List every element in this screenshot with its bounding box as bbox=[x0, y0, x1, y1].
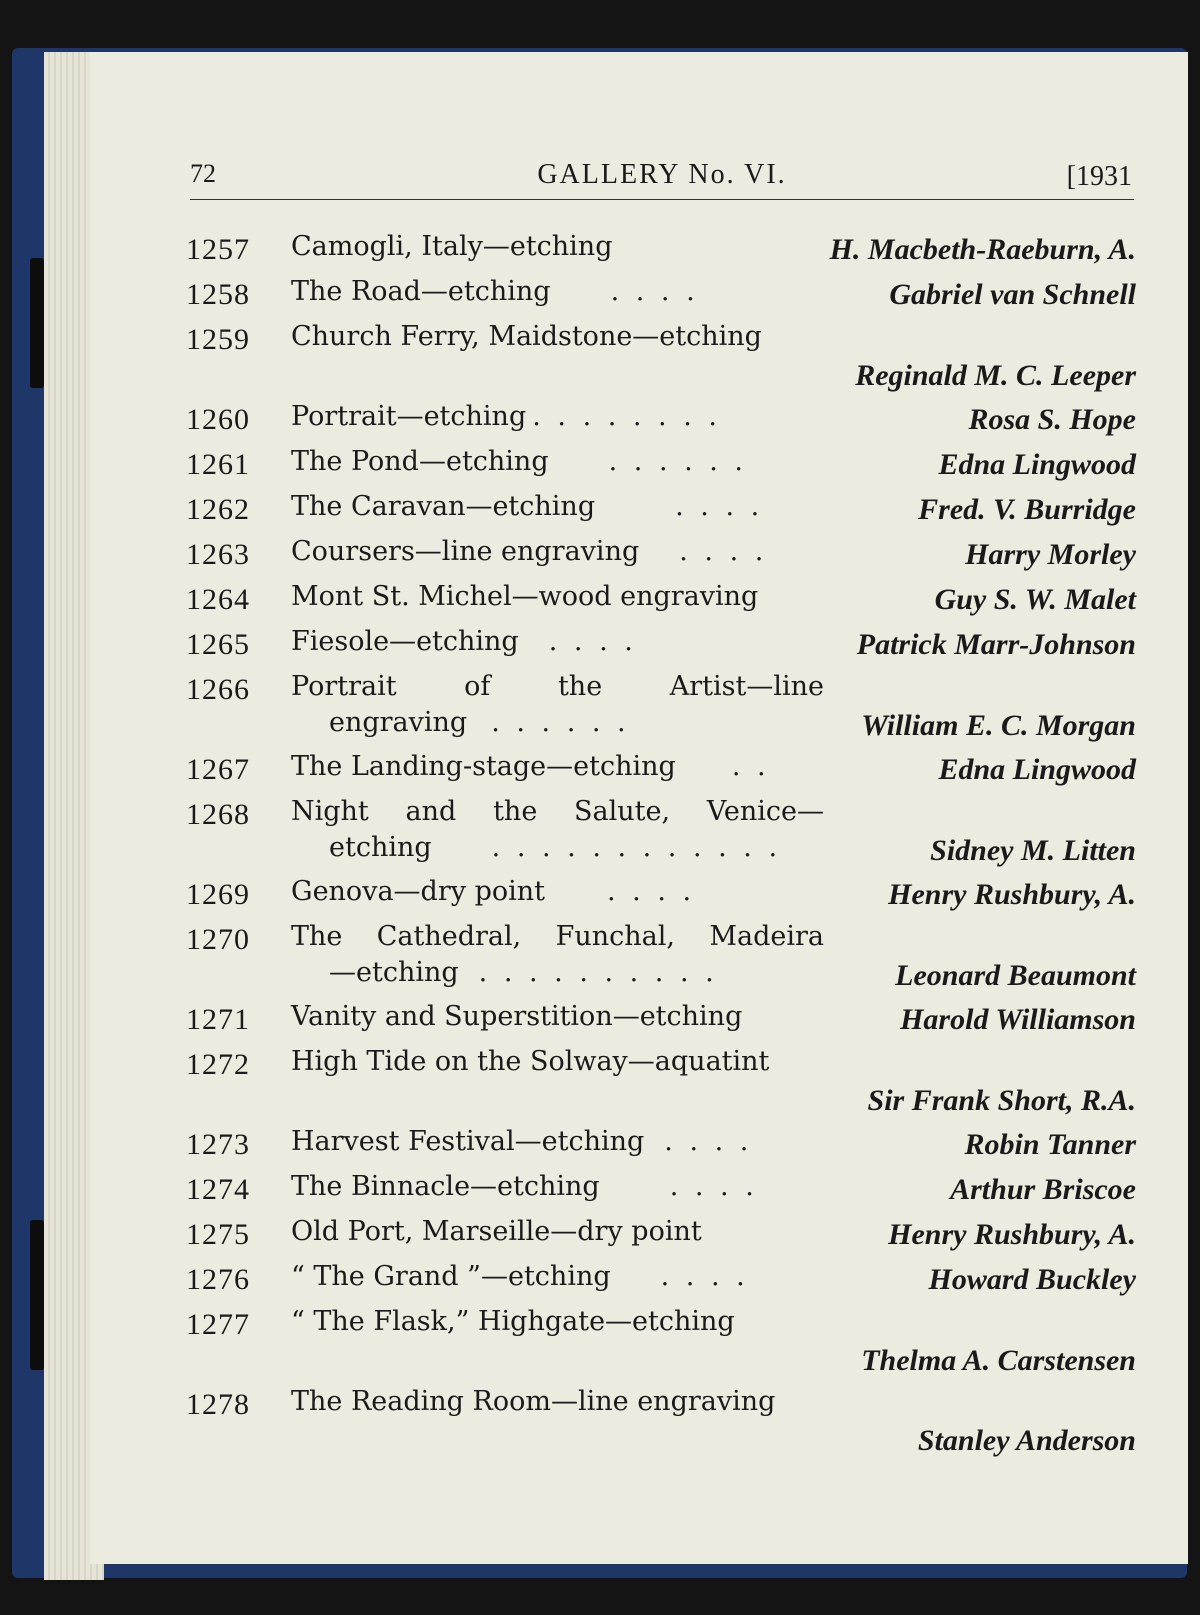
entry-1271 bbox=[186, 997, 1136, 1042]
entry-number: 1262 bbox=[186, 493, 250, 526]
entry-1257 bbox=[186, 227, 1136, 272]
entry-1269 bbox=[186, 872, 1136, 917]
entry-artist: Arthur Briscoe bbox=[950, 1173, 1136, 1206]
entry-artist: Edna Lingwood bbox=[938, 753, 1136, 786]
entry-title: The Landing-stage—etching . . bbox=[291, 751, 770, 782]
entry-number: 1275 bbox=[186, 1218, 250, 1251]
entry-artist: Harold Williamson bbox=[900, 1003, 1136, 1036]
entry-1266 bbox=[186, 667, 1136, 747]
entry-artist: Stanley Anderson bbox=[917, 1424, 1136, 1457]
entry-number: 1261 bbox=[186, 448, 250, 481]
entry-number: 1273 bbox=[186, 1128, 250, 1161]
entry-artist: Sir Frank Short, R.A. bbox=[867, 1084, 1136, 1117]
entry-1262 bbox=[186, 487, 1136, 532]
entry-title-continued: —etching . . . . . . . . . . bbox=[329, 957, 718, 988]
entry-number: 1266 bbox=[186, 673, 250, 706]
entry-title: Harvest Festival—etching . . . . bbox=[291, 1126, 753, 1157]
entry-artist: Robin Tanner bbox=[964, 1128, 1136, 1161]
entry-title: Portrait—etching . . . . . . . . bbox=[291, 401, 721, 432]
entry-number: 1272 bbox=[186, 1048, 250, 1081]
entry-artist: Fred. V. Burridge bbox=[918, 493, 1136, 526]
entry-title: High Tide on the Solway—aquatint bbox=[291, 1046, 770, 1077]
entry-artist: Edna Lingwood bbox=[938, 448, 1136, 481]
year: [1931 bbox=[1066, 161, 1132, 192]
entry-1274 bbox=[186, 1167, 1136, 1212]
entry-1268 bbox=[186, 792, 1136, 872]
gallery-title: GALLERY No. VI. bbox=[537, 159, 787, 190]
entry-artist: Thelma A. Carstensen bbox=[861, 1344, 1136, 1377]
catalogue-page bbox=[90, 52, 1188, 1564]
entry-number: 1265 bbox=[186, 628, 250, 661]
entry-artist: William E. C. Morgan bbox=[861, 709, 1136, 742]
entry-artist: Henry Rushbury, A. bbox=[888, 878, 1136, 911]
entry-title: The Caravan—etching . . . . bbox=[291, 491, 764, 522]
entry-1263 bbox=[186, 532, 1136, 577]
entry-artist: Rosa S. Hope bbox=[968, 403, 1136, 436]
entry-1260 bbox=[186, 397, 1136, 442]
entry-artist: Leonard Beaumont bbox=[895, 959, 1136, 992]
entry-number: 1277 bbox=[186, 1308, 250, 1341]
entry-1273 bbox=[186, 1122, 1136, 1167]
entry-title: Vanity and Superstition—etching bbox=[291, 1001, 743, 1032]
entry-title: Church Ferry, Maidstone—etching bbox=[291, 321, 762, 352]
entry-1258 bbox=[186, 272, 1136, 317]
entry-number: 1269 bbox=[186, 878, 250, 911]
entry-number: 1271 bbox=[186, 1003, 250, 1036]
entry-1278 bbox=[186, 1382, 1136, 1462]
entry-1261 bbox=[186, 442, 1136, 487]
entry-title: “ The Flask,” Highgate—etching bbox=[291, 1306, 735, 1337]
entry-number: 1270 bbox=[186, 923, 250, 956]
entry-list bbox=[186, 227, 1136, 1462]
entry-title-continued: etching . . . . . . . . . . . . bbox=[329, 832, 782, 863]
binding-tab bbox=[30, 1220, 44, 1370]
entry-title: Genova—dry point . . . . bbox=[291, 876, 696, 907]
entry-number: 1274 bbox=[186, 1173, 250, 1206]
entry-title: The Pond—etching . . . . . . bbox=[291, 446, 748, 477]
entry-title: The Cathedral, Funchal, Madeira bbox=[291, 921, 824, 952]
entry-title: Mont St. Michel—wood engraving bbox=[291, 581, 759, 612]
entry-artist: Reginald M. C. Leeper bbox=[855, 359, 1136, 392]
entry-1264 bbox=[186, 577, 1136, 622]
entry-1267 bbox=[186, 747, 1136, 792]
entry-title: Old Port, Marseille—dry point bbox=[291, 1216, 702, 1247]
entry-title: Fiesole—etching . . . . bbox=[291, 626, 637, 657]
running-header bbox=[190, 159, 1134, 200]
entry-artist: Henry Rushbury, A. bbox=[888, 1218, 1136, 1251]
entry-1259 bbox=[186, 317, 1136, 397]
entry-artist: Gabriel van Schnell bbox=[889, 278, 1136, 311]
entry-number: 1260 bbox=[186, 403, 250, 436]
entry-number: 1259 bbox=[186, 323, 250, 356]
entry-1265 bbox=[186, 622, 1136, 667]
entry-number: 1264 bbox=[186, 583, 250, 616]
entry-title: The Reading Room—line engraving bbox=[291, 1386, 776, 1417]
entry-artist: Sidney M. Litten bbox=[930, 834, 1136, 867]
entry-title: Camogli, Italy—etching bbox=[291, 231, 613, 262]
entry-1272 bbox=[186, 1042, 1136, 1122]
entry-title: Night and the Salute, Venice— bbox=[291, 796, 824, 827]
entry-artist: Harry Morley bbox=[965, 538, 1136, 571]
entry-title: The Road—etching . . . . bbox=[291, 276, 699, 307]
entry-number: 1278 bbox=[186, 1388, 250, 1421]
page-number: 72 bbox=[190, 159, 216, 188]
entry-number: 1263 bbox=[186, 538, 250, 571]
entry-artist: Patrick Marr-Johnson bbox=[856, 628, 1136, 661]
entry-title: Portrait of the Artist—line bbox=[291, 671, 824, 702]
binding-tab bbox=[30, 258, 44, 388]
entry-title: The Binnacle—etching . . . . bbox=[291, 1171, 758, 1202]
entry-number: 1276 bbox=[186, 1263, 250, 1296]
entry-title: Coursers—line engraving . . . . bbox=[291, 536, 768, 567]
entry-number: 1258 bbox=[186, 278, 250, 311]
entry-number: 1267 bbox=[186, 753, 250, 786]
entry-1276 bbox=[186, 1257, 1136, 1302]
entry-1270 bbox=[186, 917, 1136, 997]
entry-title: “ The Grand ”—etching . . . . bbox=[291, 1261, 749, 1292]
entry-number: 1268 bbox=[186, 798, 250, 831]
entry-number: 1257 bbox=[186, 233, 250, 266]
entry-1277 bbox=[186, 1302, 1136, 1382]
entry-1275 bbox=[186, 1212, 1136, 1257]
entry-title-continued: engraving . . . . . . bbox=[329, 707, 630, 738]
entry-artist: Guy S. W. Malet bbox=[934, 583, 1136, 616]
entry-artist: H. Macbeth-Raeburn, A. bbox=[829, 233, 1136, 266]
entry-artist: Howard Buckley bbox=[928, 1263, 1136, 1296]
